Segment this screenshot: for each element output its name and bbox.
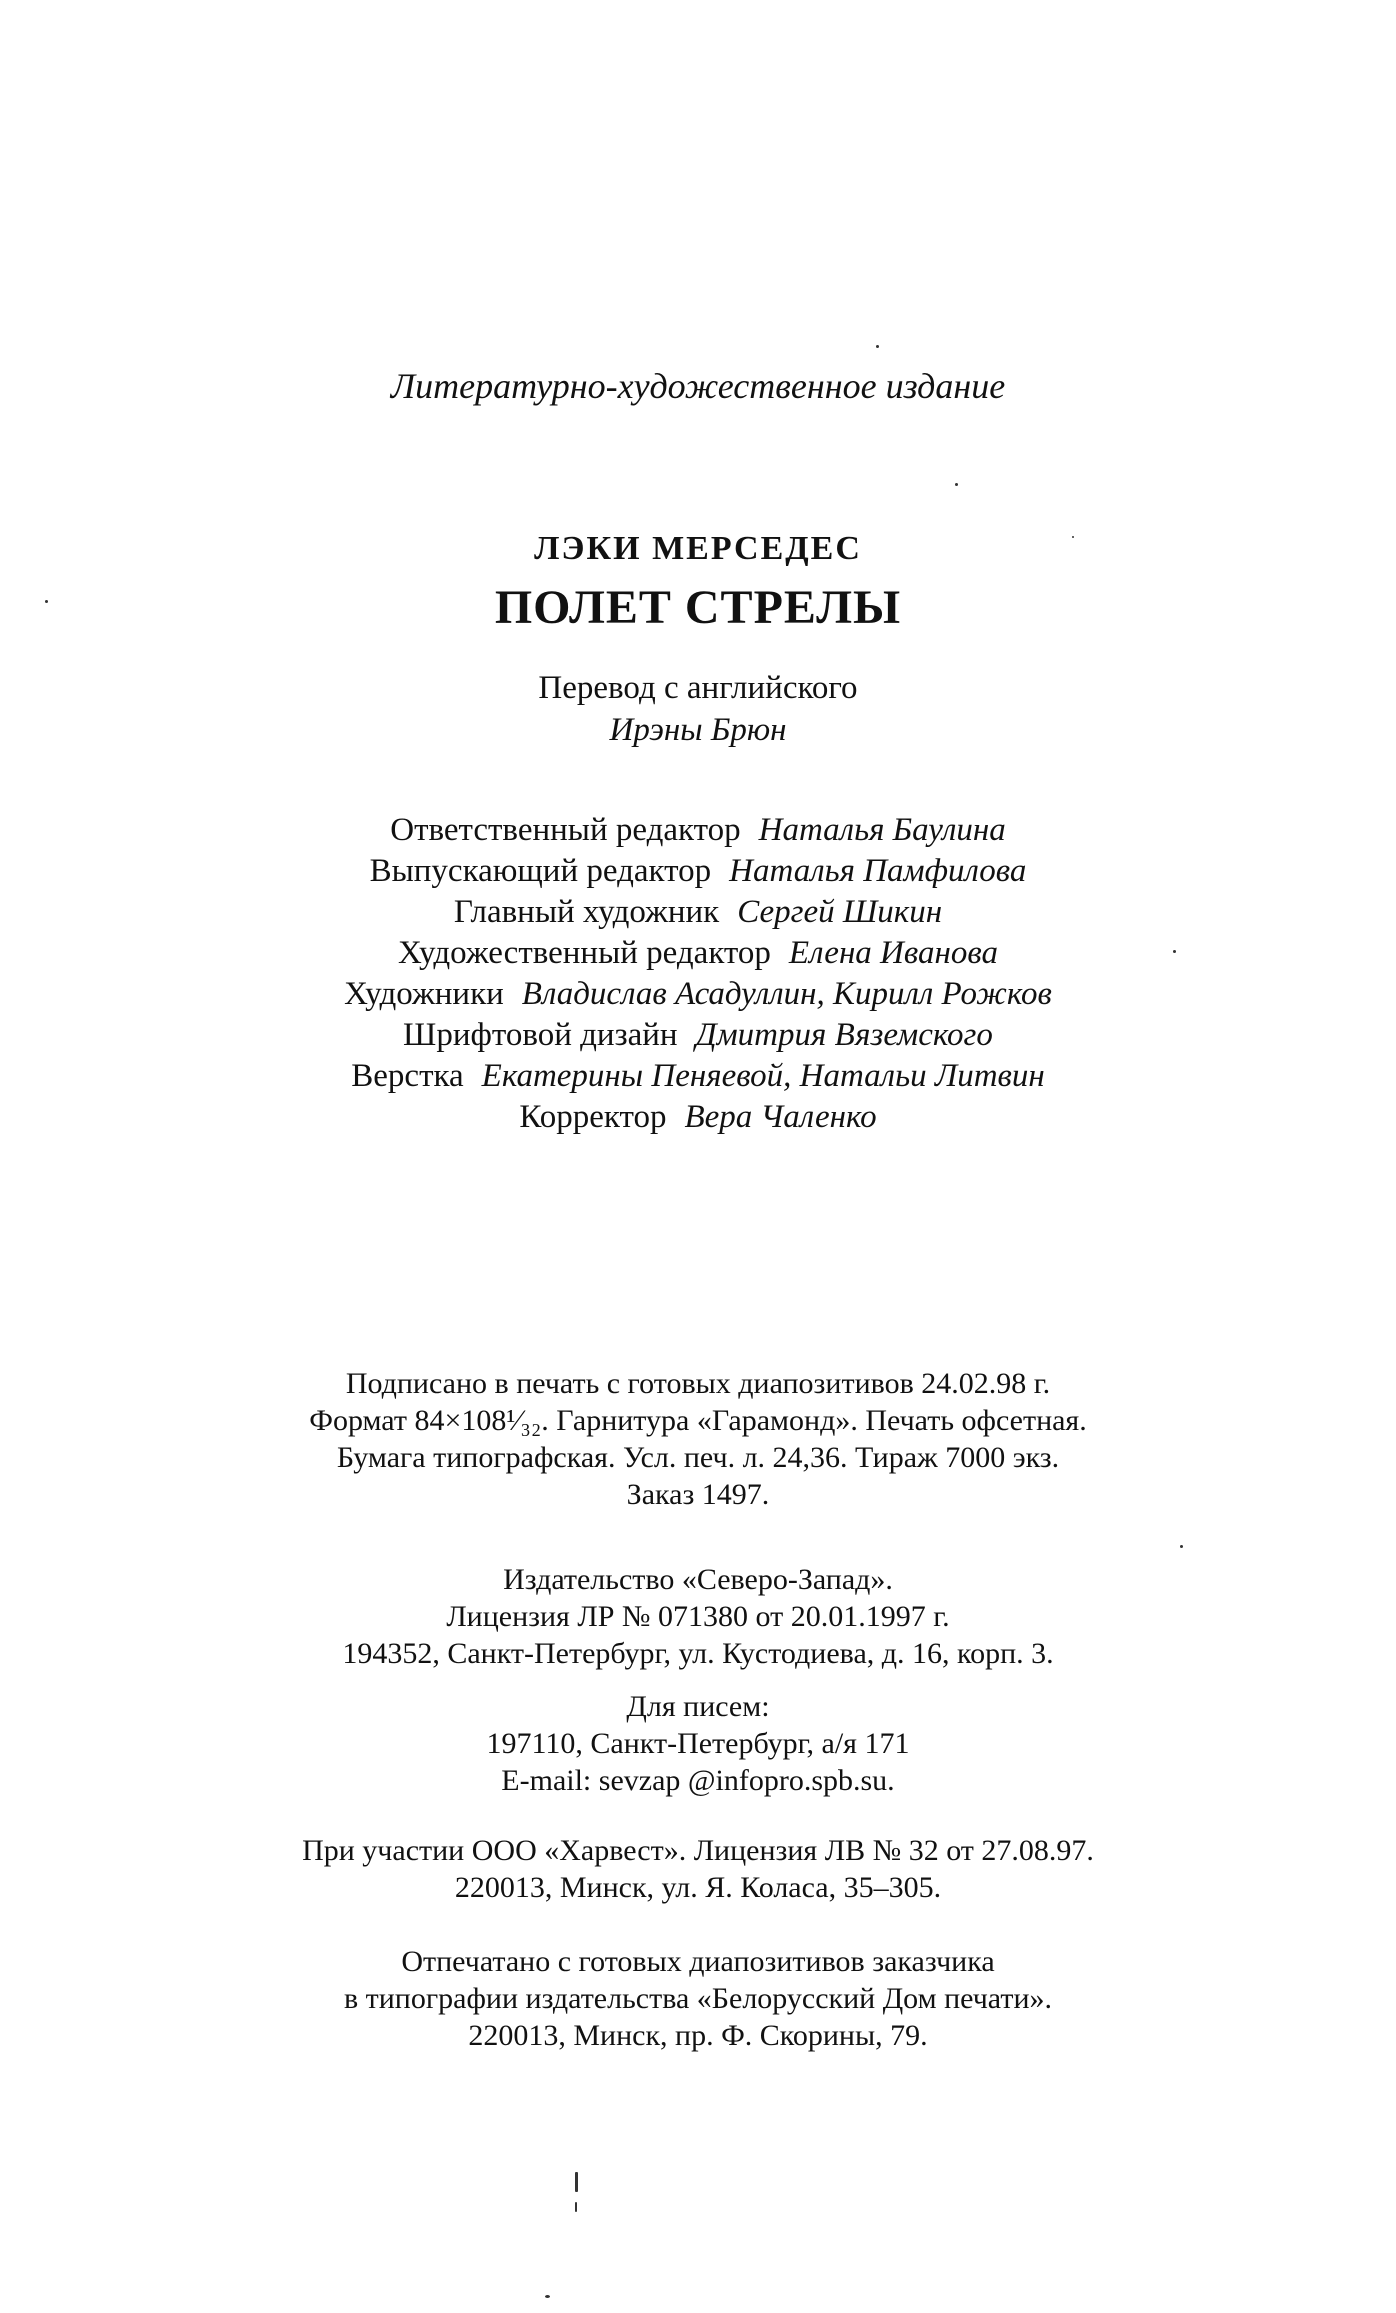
imprint-line: Лицензия ЛР № 071380 от 20.01.1997 г. bbox=[446, 1600, 950, 1633]
credit-line bbox=[0, 812, 1396, 849]
credit-name: Елена Иванова bbox=[788, 935, 998, 971]
imprint-line: Заказ 1497. bbox=[626, 1478, 770, 1511]
scan-speck bbox=[545, 2295, 550, 2298]
scan-speck bbox=[1180, 1545, 1183, 1548]
scan-speck bbox=[876, 345, 879, 348]
imprint-line: 194352, Санкт-Петербург, ул. Кустодиева, д. 16, корп. 3. bbox=[342, 1637, 1054, 1670]
imprint-line: Издательство «Северо-Запад». bbox=[503, 1563, 893, 1596]
credit-name: Екатерины Пеняевой, Натальи Литвин bbox=[481, 1058, 1045, 1094]
scan-speck bbox=[575, 2172, 578, 2192]
imprint-line: 220013, Минск, пр. Ф. Скорины, 79. bbox=[468, 2019, 928, 2052]
credit-role: Главный художник bbox=[453, 894, 720, 930]
credit-role: Верстка bbox=[351, 1058, 464, 1094]
imprint-line: Отпечатано с готовых диапозитивов заказчика bbox=[401, 1945, 995, 1978]
credit-name: Наталья Памфилова bbox=[729, 853, 1027, 889]
imprint-line: Формат 84×108¹⁄₃₂. Гарнитура «Гарамонд». Печать офсетная. bbox=[309, 1404, 1087, 1437]
edition-type: Литературно-художественное издание bbox=[390, 366, 1006, 406]
scan-speck bbox=[1072, 536, 1074, 538]
credit-name: Сергей Шикин bbox=[737, 894, 943, 930]
scan-speck bbox=[575, 2202, 577, 2212]
translation-label: Перевод с английского bbox=[538, 670, 858, 706]
credit-line bbox=[0, 976, 1396, 1013]
credit-role: Художественный редактор bbox=[398, 935, 771, 971]
credit-name: Дмитрия Вяземского bbox=[695, 1017, 993, 1053]
imprint-line: 220013, Минск, ул. Я. Коласа, 35–305. bbox=[454, 1871, 942, 1904]
credit-name: Наталья Баулина bbox=[758, 812, 1006, 848]
imprint-line: в типографии издательства «Белорусский Дом печати». bbox=[343, 1982, 1053, 2015]
credit-line bbox=[0, 1017, 1396, 1054]
author-name: ЛЭКИ МЕРСЕДЕС bbox=[534, 530, 862, 567]
credit-line bbox=[0, 935, 1396, 972]
credit-role: Художники bbox=[344, 976, 504, 1012]
credit-role: Выпускающий редактор bbox=[369, 853, 712, 889]
credit-role: Ответственный редактор bbox=[390, 812, 741, 848]
scan-speck bbox=[1173, 950, 1176, 953]
credit-role: Шрифтовой дизайн bbox=[403, 1017, 678, 1053]
imprint-line: 197110, Санкт-Петербург, а/я 171 bbox=[486, 1727, 910, 1760]
imprint-line: Для писем: bbox=[626, 1690, 770, 1723]
credit-line bbox=[0, 853, 1396, 890]
scan-speck bbox=[955, 483, 958, 486]
credit-name: Вера Чаленко bbox=[684, 1099, 877, 1135]
credit-name: Владислав Асадуллин, Кирилл Рожков bbox=[521, 976, 1052, 1012]
credit-line bbox=[0, 894, 1396, 931]
book-title: ПОЛЕТ СТРЕЛЫ bbox=[494, 581, 902, 634]
imprint-line: Подписано в печать с готовых диапозитивов 24.02.98 г. bbox=[345, 1367, 1051, 1400]
imprint-line: E-mail: sevzap @infopro.spb.su. bbox=[501, 1764, 895, 1797]
credit-role: Корректор bbox=[519, 1099, 667, 1135]
imprint-line: При участии ООО «Харвест». Лицензия ЛВ № 32 от 27.08.97. bbox=[302, 1834, 1094, 1867]
translator-name: Ирэны Брюн bbox=[609, 712, 787, 748]
credit-line bbox=[0, 1058, 1396, 1095]
imprint-line: Бумага типографская. Усл. печ. л. 24,36. Тираж 7000 экз. bbox=[336, 1441, 1060, 1474]
scan-speck bbox=[45, 600, 48, 603]
credit-line bbox=[0, 1099, 1396, 1136]
